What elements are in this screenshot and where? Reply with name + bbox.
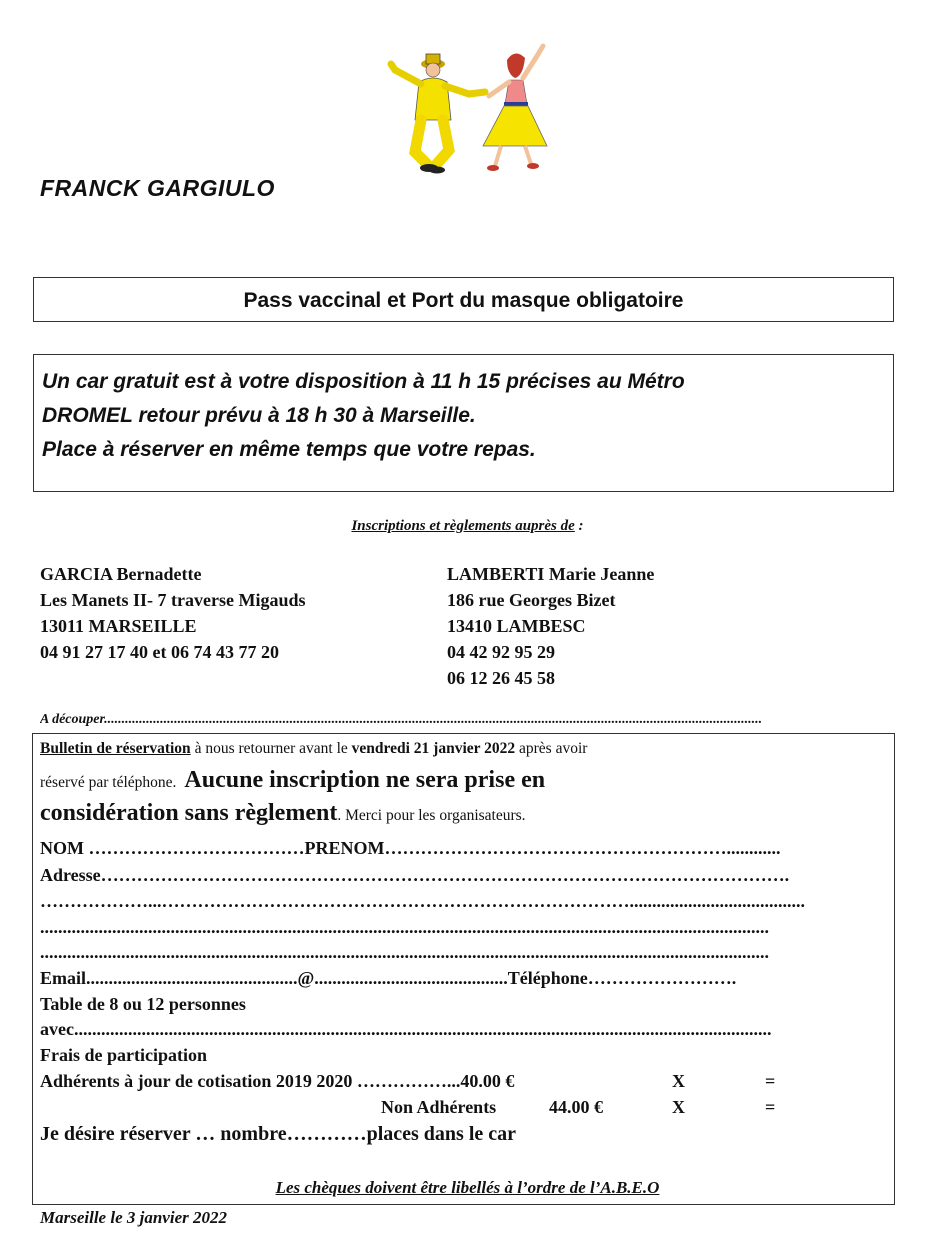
nonmembers-label: Non Adhérents [381, 1097, 497, 1117]
form-intro-line-1 [40, 740, 885, 758]
contacts-heading-suffix: : [574, 518, 584, 534]
address-field[interactable] [40, 865, 882, 886]
avec-field[interactable] [40, 1019, 882, 1040]
bus-info-box [33, 354, 894, 492]
address-line-3[interactable] [40, 917, 882, 938]
form-warning: considération sans règlement [40, 800, 338, 826]
contacts-heading-text: Inscriptions et règlements auprès de [351, 518, 575, 534]
contact-phones: 04 91 27 17 40 et 06 74 43 77 20 [40, 642, 279, 662]
dancing-couple-illustration [385, 42, 565, 177]
form-deadline: vendredi 21 janvier 2022 [351, 740, 516, 757]
address-line-4[interactable] [40, 942, 882, 963]
fees-label: Frais de participation [40, 1045, 207, 1065]
form-thanks: . Merci pour les organisateurs. [337, 807, 526, 824]
contact-phone: 04 42 92 95 29 [447, 642, 555, 662]
contact-lamberti [447, 561, 654, 691]
bus-request-field[interactable]: Je désire réserver … nombre…………places dans le car [40, 1123, 517, 1145]
members-label: Adhérents à jour de cotisation 2019 2020 [40, 1071, 353, 1091]
contact-city: 13410 LAMBESC [447, 616, 586, 636]
members-times: X [672, 1071, 685, 1091]
email-label: Email [40, 968, 87, 988]
contact-name: LAMBERTI Marie Jeanne [447, 564, 655, 584]
contact-address: Les Manets II- 7 traverse Migauds [40, 590, 306, 610]
nonmembers-times: X [672, 1097, 685, 1117]
form-warning: Aucune inscription ne sera prise en [184, 767, 546, 793]
requirements-box [33, 277, 894, 322]
cut-line-label: A découper [40, 712, 105, 727]
cut-line [40, 712, 810, 728]
nonmembers-price: 44.00 € [549, 1097, 603, 1117]
members-fee-row [40, 1071, 514, 1092]
form-intro-text: réservé par téléphone. [40, 774, 177, 791]
contact-address: 186 rue Georges Bizet [447, 590, 616, 610]
members-equals: = [765, 1071, 776, 1091]
artist-name: FRANCK GARGIULO [40, 175, 275, 201]
contact-phone: 06 12 26 45 58 [447, 668, 555, 688]
address-dots: ………………...……………………………………………………………………....................................... [40, 891, 805, 911]
email-phone-field[interactable] [40, 968, 882, 989]
phone-dots: ……………………. [587, 968, 737, 988]
form-intro-line-3 [40, 800, 890, 827]
bus-info-line-2: DROMEL retour prévu à 18 h 30 à Marseille. [42, 404, 476, 427]
name-field[interactable] [40, 838, 882, 859]
members-price: 40.00 € [460, 1071, 515, 1091]
phone-label: Téléphone [507, 968, 588, 988]
contact-city: 13011 MARSEILLE [40, 616, 197, 636]
at-sign: @ [297, 968, 315, 988]
cut-line-dots: ............................................................................................................................................................................................ [104, 712, 763, 727]
contact-name: GARCIA Bernadette [40, 564, 202, 584]
form-intro-text: à nous retourner avant le [190, 740, 352, 757]
bus-info-line-3: Place à réserver en même temps que votre repas. [42, 438, 536, 461]
avec-label: avec [40, 1019, 74, 1039]
contact-garcia [40, 561, 305, 665]
form-intro-text: après avoir [515, 740, 588, 757]
cheques-note [0, 1178, 935, 1198]
requirements-text: Pass vaccinal et Port du masque obligatoire [243, 289, 684, 312]
prenom-dots: …………………………………………………............ [384, 838, 781, 858]
address-dots: .................................................................................................................................................................. [40, 942, 769, 962]
members-dots: ……………... [352, 1071, 461, 1091]
cheques-text: Les chèques doivent être libellés à l’ordre de l’A.B.E.O [275, 1178, 660, 1197]
address-dots: .................................................................................................................................................................. [40, 917, 769, 937]
nonmembers-equals: = [765, 1097, 776, 1117]
prenom-label: PRENOM [304, 838, 385, 858]
bus-info-line-1: Un car gratuit est à votre disposition à 11 h 15 précises au Métro [42, 370, 685, 393]
email-dots: ........................................... [314, 968, 508, 988]
form-intro-line-2 [40, 767, 890, 794]
document-date: Marseille le 3 janvier 2022 [40, 1208, 227, 1227]
address-line-2[interactable] [40, 891, 882, 912]
email-dots: ............................................... [86, 968, 298, 988]
adresse-dots: ……………………………………………………………………………………………………. [100, 865, 790, 885]
table-label: Table de 8 ou 12 personnes [40, 994, 246, 1014]
nom-dots: ……………………………… [88, 838, 305, 858]
contacts-heading [0, 518, 935, 535]
form-title: Bulletin de réservation [40, 740, 191, 757]
nom-label: NOM [40, 838, 84, 858]
adresse-label: Adresse [40, 865, 101, 885]
avec-dots: ........................................................................................................................................................... [73, 1019, 772, 1039]
